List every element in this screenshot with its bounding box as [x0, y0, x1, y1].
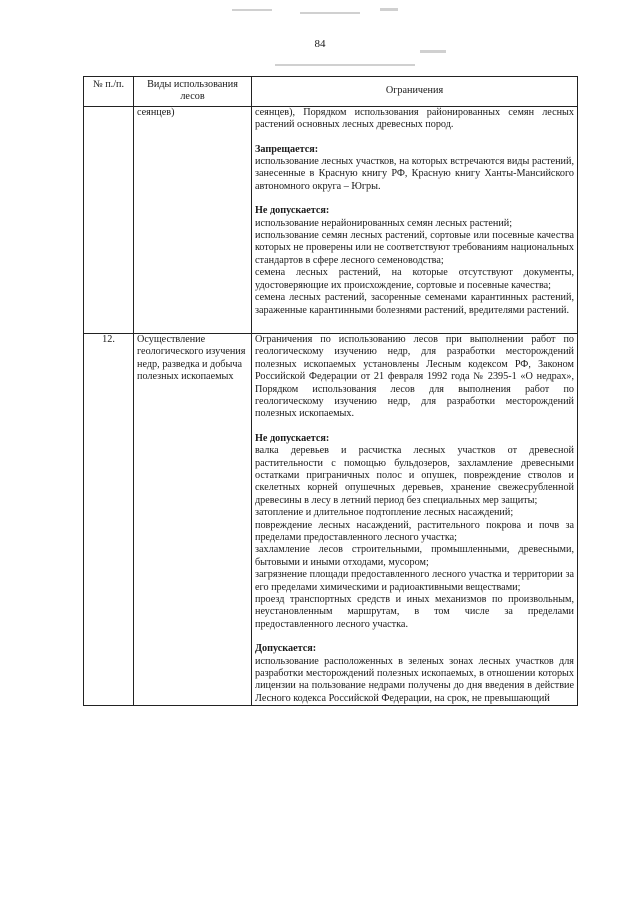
table-header-row	[84, 77, 578, 107]
usage-kind-cell: сеянцев)	[134, 106, 252, 333]
restriction-item: затопление и длительное подтопление лесных насаждений;	[255, 507, 514, 519]
restriction-item: валка деревьев и расчистка лесных участков от древесной растительности с помощью бульдозеров, захламление древесными остатками приграничных полос и опушек, повреждение стволов и скелетных корней опушечных деревьев, хранение свежесрубленной древесины в лесу в летний период без специальных мер защиты;	[255, 445, 574, 506]
scan-noise	[232, 9, 272, 11]
table-row	[84, 333, 578, 705]
restrictions-table	[83, 76, 578, 706]
restriction-item: использование нерайонированных семян лесных растений;	[255, 217, 513, 229]
restrictions-cell	[252, 333, 578, 705]
restriction-item: семена лесных растений, засоренные семенами карантинных растений, зараженные карантинными болезнями растений, вредителями растений.	[255, 292, 574, 316]
row-number-cell	[84, 106, 134, 333]
page-number: 84	[314, 38, 326, 50]
restriction-item: загрязнение площади предоставленного лесного участка и территории за его пределами химическими и радиоактивными веществами;	[255, 569, 574, 593]
restriction-text: сеянцев), Порядком использования районированных семян лесных растений основных лесных древесных пород.	[255, 106, 574, 131]
scan-noise	[275, 64, 415, 66]
restriction-item: использование семян лесных растений, сортовые или посевные качества которых не проверены или не соответствуют требованиям национальных стандартов в сфере лесного семеноводства;	[255, 230, 574, 266]
section-heading: Не допускается:	[255, 205, 330, 217]
section-heading: Допускается:	[255, 643, 317, 655]
restriction-item: проезд транспортных средств и иных механизмов по произвольным, неустановленным маршрутам, в том числе за пределами предоставленного лесного участка.	[255, 594, 574, 630]
scan-noise	[420, 50, 446, 53]
restriction-item: повреждение лесных насаждений, растительного покрова и почв за пределами предоставленного лесного участка;	[255, 519, 574, 543]
header-number: № п./п.	[84, 77, 134, 107]
table-row	[84, 106, 578, 333]
scan-noise	[380, 8, 398, 11]
restriction-item: захламление лесов строительными, промышленными, древесными, бытовыми и иными отходами, мусором;	[255, 544, 574, 568]
restriction-item: использование расположенных в зеленых зонах лесных участков для разработки месторождений полезных ископаемых, в отношении которых лицензии на пользование недрами получены до дня введения в действие Лесного кодекса Российской Федерации, на срок, не превышающий	[255, 655, 574, 704]
restrictions-cell	[252, 106, 578, 333]
restriction-item: использование лесных участков, на которых встречаются виды растений, занесенные в Красную книгу РФ, Красную книгу Ханты-Мансийского автономного округа – Югры.	[255, 156, 574, 192]
section-heading: Запрещается:	[255, 143, 319, 155]
restriction-item: семена лесных растений, на которые отсутствуют документы, удостоверяющие их происхождение, сортовые и посевные качества;	[255, 267, 574, 291]
row-number-cell: 12.	[84, 333, 134, 705]
restriction-intro: Ограничения по использованию лесов при выполнении работ по геологическому изучению недр, для разработки месторождений полезных ископаемых установлены Лесным кодексом РФ, Законом Российской Федерации от 21 февраля 1992 года № 2395-1 «О недрах», Порядком использования лесов для выполнения работ по геологическому изучению недр, для разработки месторождений полезных ископаемых.	[255, 333, 574, 420]
header-usage-kind: Виды использования лесов	[134, 77, 252, 107]
usage-kind-cell: Осуществление геологического изучения недр, разведка и добыча полезных ископаемых	[134, 333, 252, 705]
section-heading: Не допускается:	[255, 432, 330, 444]
scan-noise	[300, 12, 360, 14]
header-restrictions: Ограничения	[252, 77, 578, 107]
